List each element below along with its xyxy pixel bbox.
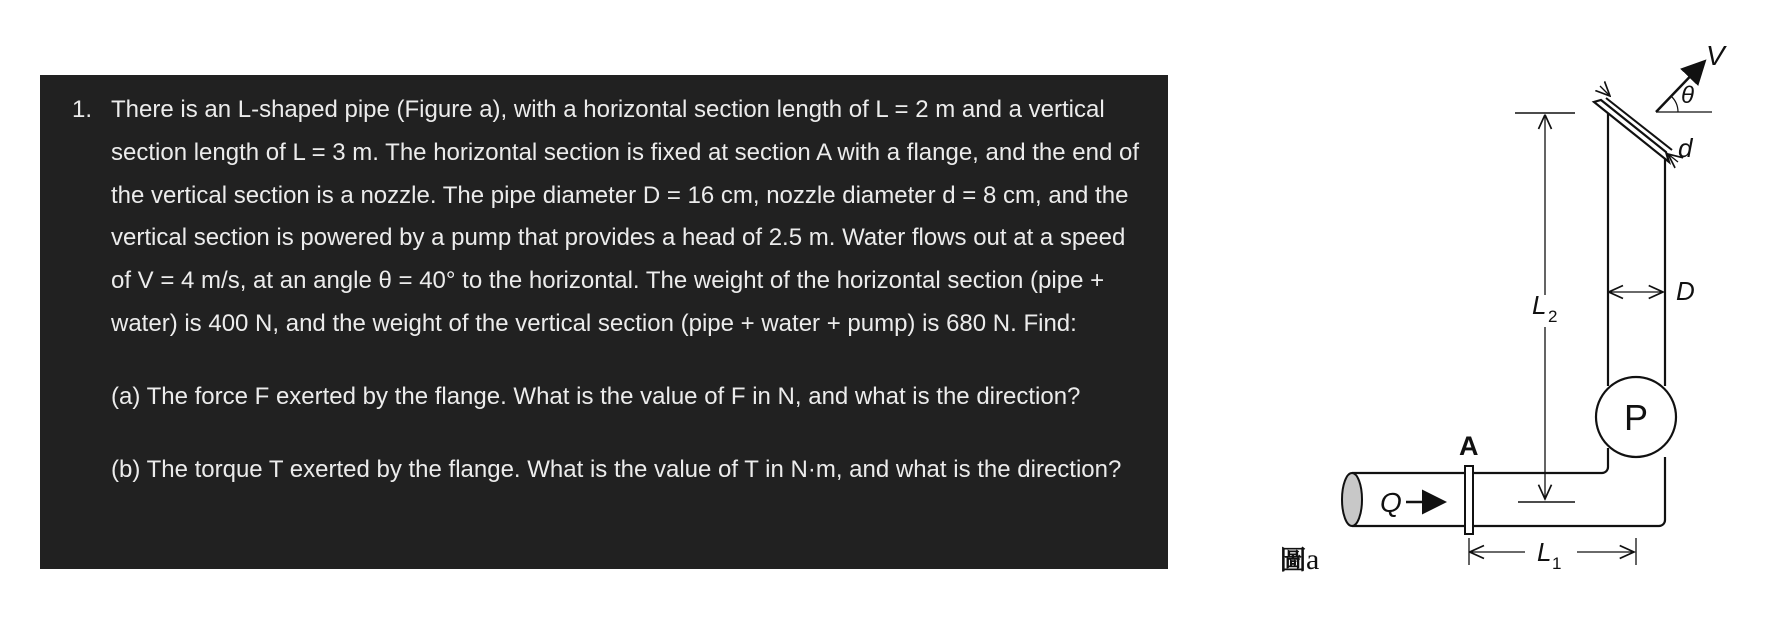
problem-statement: There is an L-shaped pipe (Figure a), with a horizontal section length of L = 2 m and a vertical section length of L = 3 m. The horizontal section is fixed at section A with a flange, and the end of the vertical section is a nozzle. The pipe diameter D = 16 cm, nozzle diameter d = 8 cm, and the vertical section is powered by a pump that provides a head of 2.5 m. Water flows out at a speed of V = 4 m/s, at an angle θ = 40° to the horizontal. The weight of the horizontal section (pipe + water) is 400 N, and the weight of the vertical section (pipe + water + pump) is 680 N. Find: — [111, 96, 1139, 337]
flange-label: A — [1459, 431, 1479, 461]
problem-item — [72, 89, 1148, 346]
svg-text:1: 1 — [1552, 554, 1562, 573]
figure-caption-letter: a — [1306, 543, 1320, 576]
svg-text:L: L — [1532, 290, 1547, 320]
svg-text:L: L — [1537, 537, 1552, 567]
question-b: (b) The torque T exerted by the flange. What is the value of T in N·m, and what is the direction? — [111, 455, 1122, 483]
flange-a — [1465, 466, 1473, 534]
vertical-length-dimension — [1515, 113, 1575, 502]
flow-arrow — [1380, 487, 1442, 518]
svg-text:V: V — [1706, 40, 1725, 71]
horizontal-length-dimension — [1469, 537, 1636, 573]
pump-label: P — [1624, 397, 1649, 438]
svg-text:Q: Q — [1380, 487, 1402, 518]
svg-text:θ: θ — [1681, 82, 1695, 109]
nozzle-diameter-label: d — [1678, 133, 1693, 163]
figure-caption — [1280, 540, 1319, 577]
pipe-outline — [1352, 108, 1665, 526]
problem-panel — [40, 75, 1168, 569]
problem-number: 1. — [72, 96, 93, 123]
inlet-end — [1342, 473, 1362, 526]
pipe-diameter-label: D — [1676, 276, 1695, 306]
svg-text:2: 2 — [1548, 307, 1558, 326]
question-a: (a) The force F exerted by the flange. What is the value of F in N, and what is the direction? — [111, 382, 1081, 410]
figure-caption-zh: 圖 — [1280, 546, 1307, 576]
figure-a — [1270, 30, 1750, 590]
velocity-arrow — [1656, 40, 1727, 112]
pipe-diagram — [1270, 30, 1750, 590]
